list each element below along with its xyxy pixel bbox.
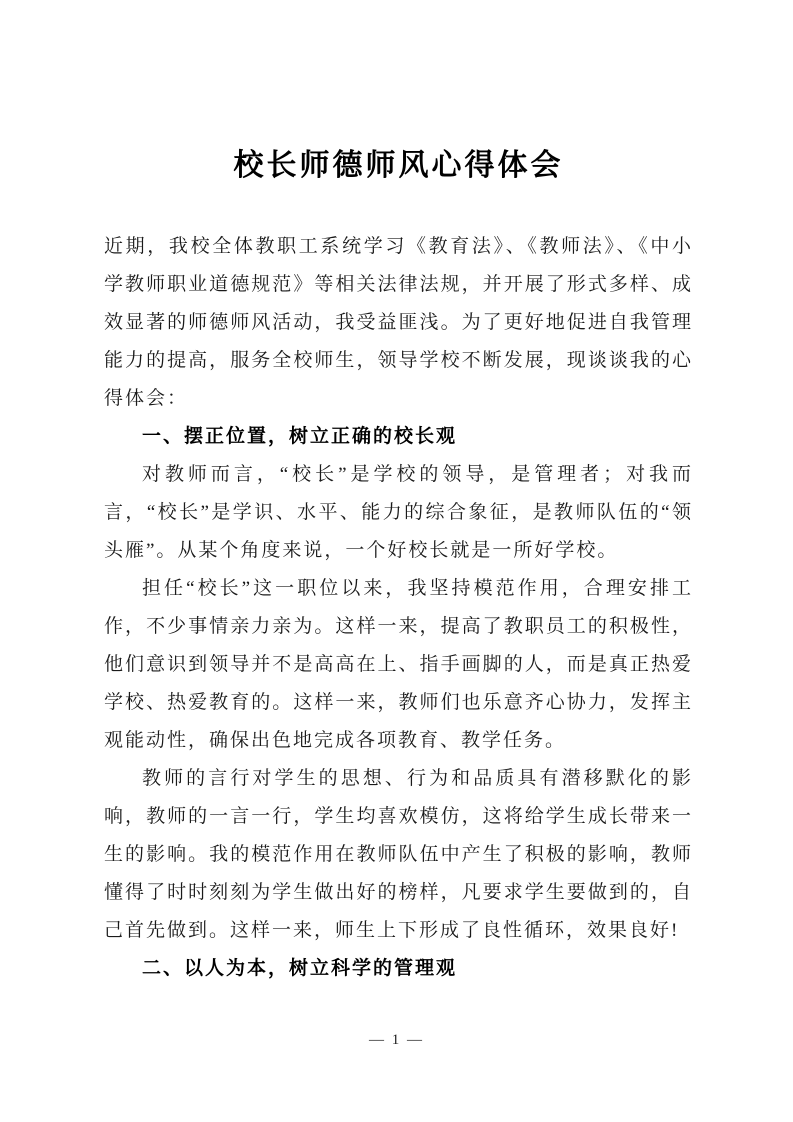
section-heading: 一、摆正位置，树立正确的校长观: [142, 426, 458, 447]
paragraph-container: [104, 228, 693, 988]
body-paragraph: 对教师而言，“校长”是学校的领导，是管理者；对我而言，“校长”是学识、水平、能力的综合象征，是教师队伍的“领头雁”。从某个角度来说，一个好校长就是一所好学校。: [104, 464, 693, 561]
document-title: 校长师德师风心得体会: [233, 149, 564, 182]
document-content: [104, 146, 693, 988]
body-paragraph: 近期，我校全体教职工系统学习《教育法》、《教师法》、《中小学教师职业道德规范》等相关法律法规，并开展了形式多样、成效显著的师德师风活动，我受益匪浅。为了更好地促进自我管理能力的提高，服务全校师生，领导学校不断发展，现谈谈我的心得体会：: [104, 236, 693, 409]
body-paragraph: 担任“校长”这一职位以来，我坚持模范作用，合理安排工作，不少事情亲力亲为。这样一来，提高了教职员工的积极性，他们意识到领导并不是高高在上、指手画脚的人，而是真正热爱学校、热爱教育的。这样一来，教师们也乐意齐心协力，发挥主观能动性，确保出色地完成各项教育、教学任务。: [104, 578, 693, 751]
section-heading: 二、以人为本，树立科学的管理观: [142, 958, 458, 979]
body-paragraph: 教师的言行对学生的思想、行为和品质具有潜移默化的影响，教师的一言一行，学生均喜欢模仿，这将给学生成长带来一生的影响。我的模范作用在教师队伍中产生了积极的影响，教师懂得了时时刻刻为学生做出好的榜样，凡要求学生要做到的，自己首先做到。这样一来，师生上下形成了良性循环，效果良好!: [104, 768, 693, 941]
page-number: — 1 —: [369, 1032, 424, 1048]
